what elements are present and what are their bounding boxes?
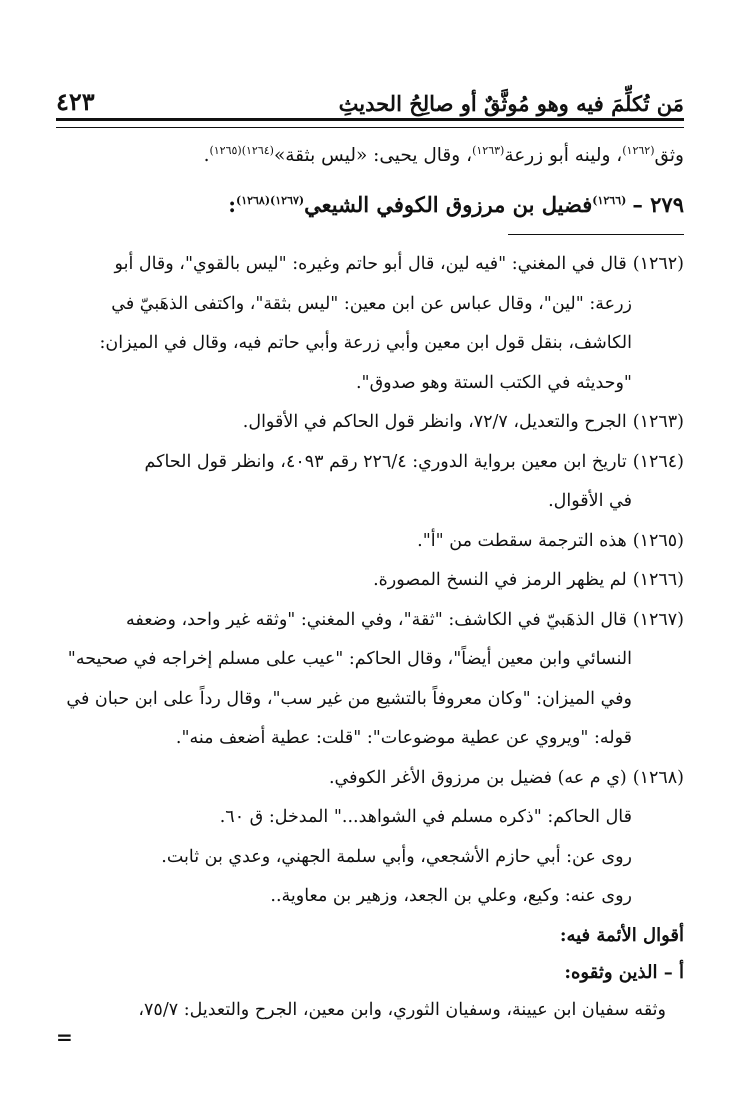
footnote-line: الكاشف، بنقل قول ابن معين وأبي زرعة وأبي حاتم فيه، وقال في الميزان: [99,333,632,353]
footnote-line: في الأقوال. [548,491,632,511]
footnote-text: (ي م عه) فضيل بن مرزوق الأغر الكوفي. [328,767,627,788]
footnote-text: قال الذهَبيّ في الكاشف: "ثقة"، وفي المغني: "وثقه غير واحد، وضعفه [125,609,627,630]
intro-text-b: ، ولينه أبو زرعة [504,145,623,166]
trusted-line: وثقه سفيان ابن عيينة، وسفيان الثوري، وابن معين، الجرح والتعديل: ٧٥/٧، [138,999,666,1020]
footnote-ref[interactable]: (١٢٦٣) [472,143,505,157]
header-rule [56,118,684,128]
footnote-ref[interactable]: (١٢٦٢) [622,143,655,157]
footnote-line: روى عن: أبي حازم الأشجعي، وأبي سلمة الجهني، وعدي بن ثابت. [161,846,632,867]
footnote-1263 [56,403,684,443]
footnote-ref[interactable]: (١٢٦٨) [235,194,271,207]
footnote-line: النسائي وابن معين أيضاً"، وقال الحاكم: "عيب على مسلم إخراجه في صحيحه" [67,649,632,669]
footnote-line: زرعة: "لين"، وقال عباس عن ابن معين: "ليس بثقة"، واكتفى الذهَبيّ في [111,293,632,314]
footnote-line: "وحديثه في الكتب الستة وهو صدوق". [355,372,632,393]
footnote-text: الجرح والتعديل، ٧٢/٧، وانظر قول الحاكم في الأقوال. [242,412,627,432]
footnote-line: قوله: "ويروي عن عطية موضوعات": "قلت: عطية أضعف منه". [175,728,632,748]
footnotes [56,245,684,917]
footnote-separator [508,234,684,235]
footnote-ref[interactable]: (١٢٦٧) [270,194,305,207]
footnote-1266 [56,561,684,601]
intro-text-d: . [203,145,210,166]
footnote-number: (١٢٦٤) [632,451,684,472]
footnote-line: روى عنه: وكيع، وعلي بن الجعد، وزهير بن معاوية.. [270,886,632,906]
entry-name: فضيل بن مرزوق الكوفي الشيعي [304,192,593,217]
page-header [56,60,684,116]
footnote-ref[interactable]: (١٢٦٦) [592,194,627,207]
footnote-1267 [56,601,684,641]
book-page [56,60,684,1050]
entry-suffix: : [228,192,236,217]
footnote-1268 [56,759,684,799]
footnote-text: لم يظهر الرمز في النسخ المصورة. [373,570,627,590]
section-heading-imams: أقوال الأئمة فيه: [559,924,684,946]
footnote-ref[interactable]: (١٢٦٥) [209,143,242,157]
running-title: مَن تُكلِّمَ فيه وهو مُوثَّقٌ أو صالِحُ الحديثِ [338,91,684,116]
intro-text-a: وثق [654,145,684,166]
intro-text-c: ، وقال يحيى: «ليس بثقة» [273,145,473,166]
footnote-text: هذه الترجمة سقطت من "أ". [417,530,627,551]
footnote-number: (١٢٦٥) [632,530,684,551]
footnote-number: (١٢٦٢) [632,254,684,274]
entry-number: ٢٧٩ – [632,192,684,217]
footnote-number: (١٢٦٣) [632,412,684,432]
footnote-1264 [56,443,684,483]
footnote-number: (١٢٦٧) [632,609,684,630]
section-heading-trusted: أ – الذين وثقوه: [564,961,684,983]
page-number: ٤٢٣ [56,87,95,116]
footnote-line: وفي الميزان: "وكان معروفاً بالتشيع من غير سب"، وقال رداً على ابن حبان في [66,688,632,709]
footnote-ref[interactable]: (١٢٦٤) [241,143,274,157]
footnote-number: (١٢٦٨) [632,767,684,788]
intro-line [56,136,684,176]
footnote-1262 [56,245,684,285]
continuation-mark: = [56,1025,73,1049]
footnote-line: قال الحاكم: "ذكره مسلم في الشواهد..." المدخل: ق ٦٠. [219,807,632,827]
footnote-number: (١٢٦٦) [632,570,684,590]
footnote-text: تاريخ ابن معين برواية الدوري: ٢٢٦/٤ رقم ٤٠٩٣، وانظر قول الحاكم [144,451,627,472]
footnote-1265 [56,522,684,562]
footnote-text: قال في المغني: "فيه لين، قال أبو حاتم وغيره: "ليس بالقوي"، وقال أبو [114,254,627,274]
entry-heading [56,182,684,228]
